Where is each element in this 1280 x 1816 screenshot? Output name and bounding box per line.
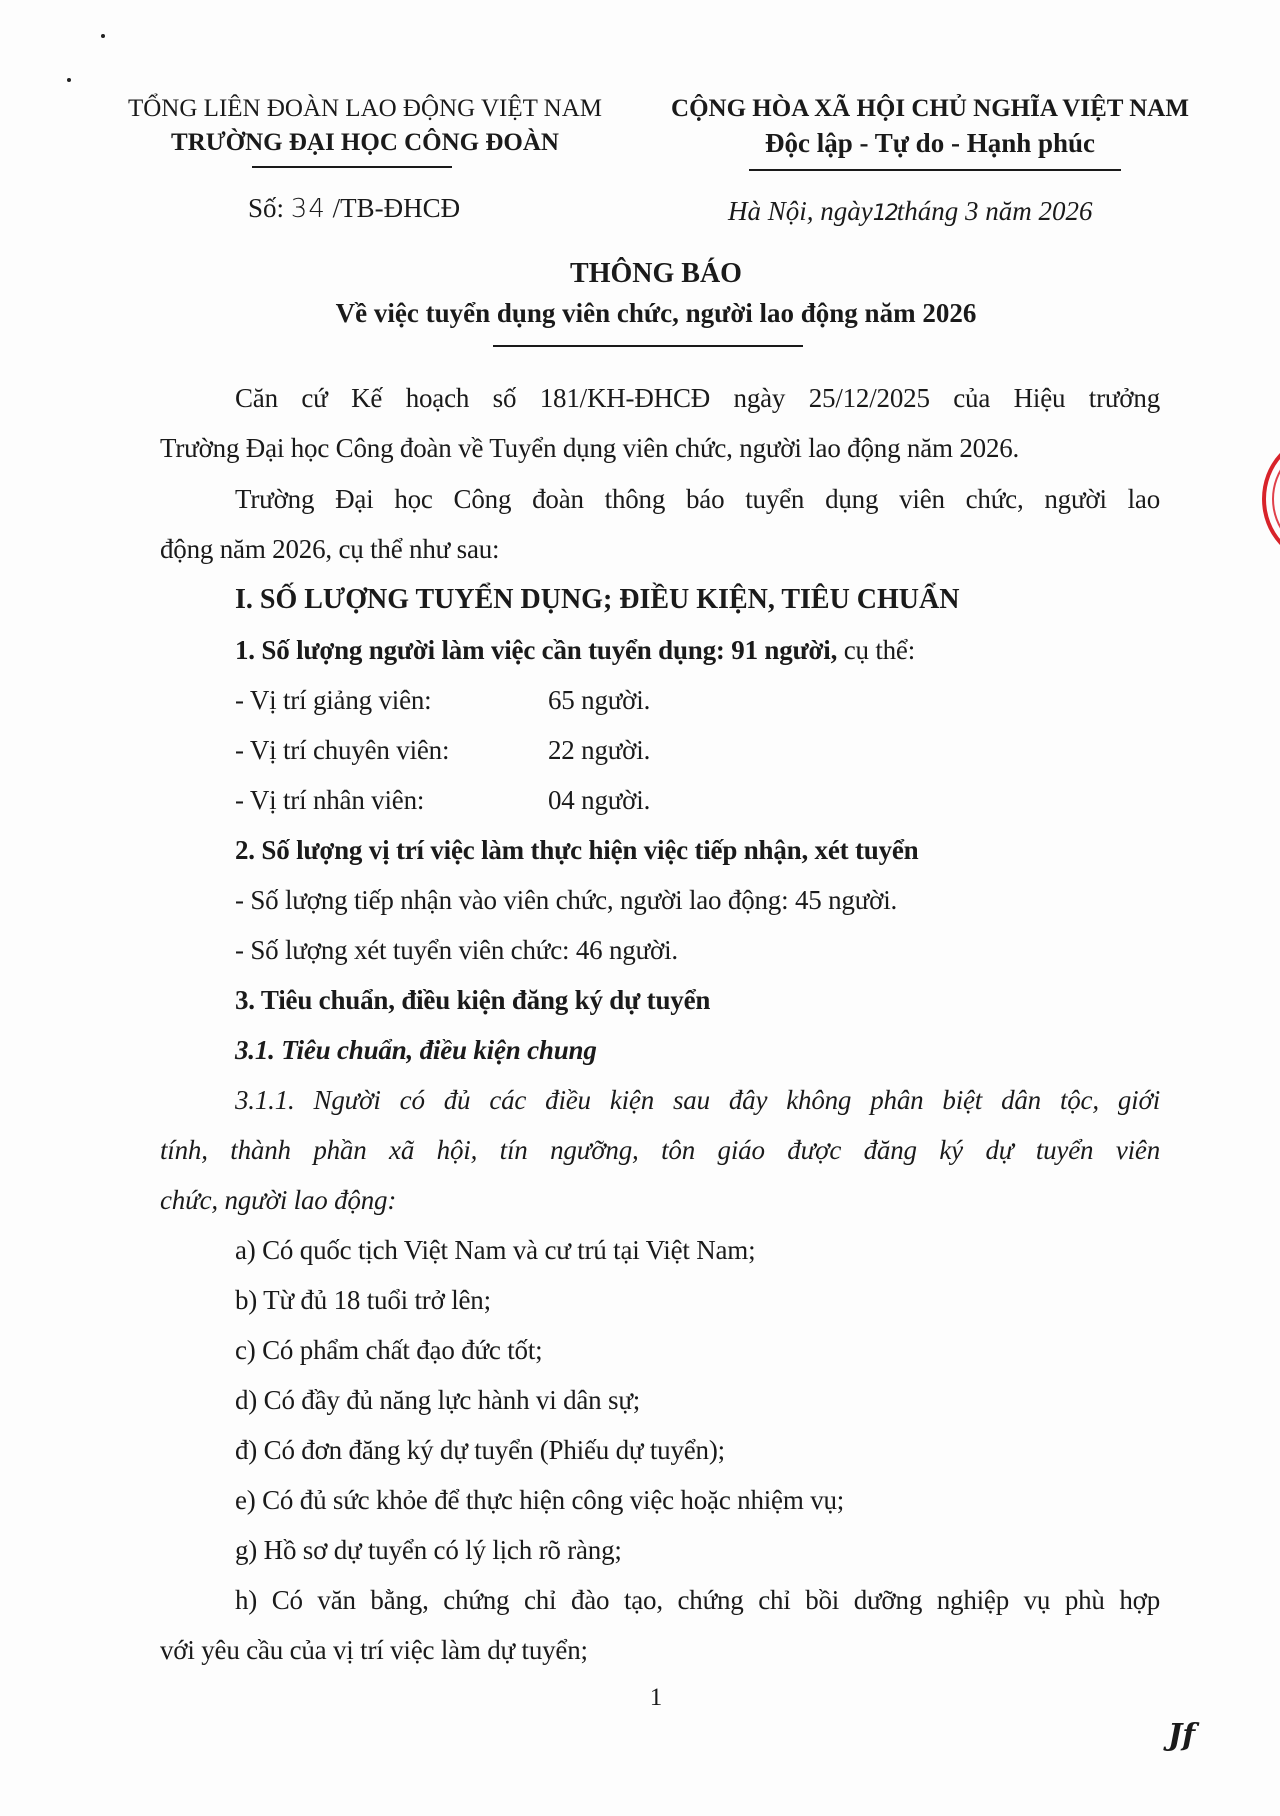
condition-h-line-1: h) Có văn bằng, chứng chỉ đào tạo, chứng chỉ bồi dưỡng nghiệp vụ phù hợp	[235, 1585, 1160, 1615]
condition-h-line-2: với yêu cầu của vị trí việc làm dự tuyển;	[160, 1635, 588, 1665]
intro-paragraph-1-line-1: Căn cứ Kế hoạch số 181/KH-ĐHCĐ ngày 25/12/2025 của Hiệu trưởng	[235, 383, 1160, 413]
document-date: Hà Nội, ngày12tháng 3 năm 2026	[728, 196, 1093, 226]
document-subtitle: Về việc tuyển dụng viên chức, người lao động năm 2026	[335, 298, 977, 328]
header-right	[650, 92, 1210, 160]
condition-g: g) Hồ sơ dự tuyển có lý lịch rõ ràng;	[235, 1535, 622, 1565]
item-2-line: - Số lượng tiếp nhận vào viên chức, người lao động: 45 người.	[235, 885, 898, 915]
item-2-heading: 2. Số lượng vị trí việc làm thực hiện việc tiếp nhận, xét tuyển	[235, 835, 919, 865]
condition-a: a) Có quốc tịch Việt Nam và cư trú tại Việt Nam;	[235, 1235, 756, 1265]
scan-speck	[101, 34, 105, 38]
handwritten-day: 12	[872, 201, 897, 226]
title-underline	[493, 345, 803, 347]
document-number: Số: 34 /TB-ĐHCĐ	[248, 193, 461, 224]
position-row	[0, 735, 1280, 775]
document-title: THÔNG BÁO	[570, 258, 742, 289]
position-count: 65 người.	[548, 685, 651, 715]
parent-organization: TỔNG LIÊN ĐOÀN LAO ĐỘNG VIỆT NAM	[127, 95, 603, 122]
condition-b: b) Từ đủ 18 tuổi trở lên;	[235, 1285, 491, 1315]
position-label: - Vị trí giảng viên:	[235, 685, 432, 715]
position-row	[0, 785, 1280, 825]
intro-paragraph-1-line-2: Trường Đại học Công đoàn về Tuyển dụng viên chức, người lao động năm 2026.	[160, 433, 1020, 463]
scan-speck	[67, 78, 71, 82]
position-count: 04 người.	[548, 785, 651, 815]
motto-underline	[749, 169, 1121, 171]
national-motto: Độc lập - Tự do - Hạnh phúc	[764, 128, 1096, 158]
header-left	[100, 92, 630, 160]
official-stamp-icon	[1262, 435, 1280, 563]
item-3-1-heading: 3.1. Tiêu chuẩn, điều kiện chung	[235, 1035, 597, 1065]
school-name: TRƯỜNG ĐẠI HỌC CÔNG ĐOÀN	[171, 129, 559, 156]
clause-3-1-1-line-3: chức, người lao động:	[160, 1185, 397, 1215]
page-number: 1	[649, 1684, 663, 1711]
position-count: 22 người.	[548, 735, 651, 765]
item-2-line: - Số lượng xét tuyển viên chức: 46 người.	[235, 935, 678, 965]
position-label: - Vị trí chuyên viên:	[235, 735, 450, 765]
item-1-heading: 1. Số lượng người làm việc cần tuyển dụng: 91 người, cụ thể:	[235, 635, 916, 665]
condition-e: e) Có đủ sức khỏe để thực hiện công việc hoặc nhiệm vụ;	[235, 1485, 845, 1515]
national-title: CỘNG HÒA XÃ HỘI CHỦ NGHĨA VIỆT NAM	[671, 95, 1189, 122]
condition-dd: đ) Có đơn đăng ký dự tuyển (Phiếu dự tuyển);	[235, 1435, 725, 1465]
position-label: - Vị trí nhân viên:	[235, 785, 425, 815]
section-heading-1: I. SỐ LƯỢNG TUYỂN DỤNG; ĐIỀU KIỆN, TIÊU CHUẨN	[235, 584, 960, 615]
intro-paragraph-2-line-2: động năm 2026, cụ thể như sau:	[160, 534, 500, 564]
item-3-heading: 3. Tiêu chuẩn, điều kiện đăng ký dự tuyển	[235, 985, 711, 1015]
intro-paragraph-2-line-1: Trường Đại học Công đoàn thông báo tuyển dụng viên chức, người lao	[235, 484, 1160, 514]
condition-c: c) Có phẩm chất đạo đức tốt;	[235, 1335, 543, 1365]
position-row	[0, 685, 1280, 725]
handwritten-number: 34	[290, 194, 326, 224]
school-underline	[252, 166, 452, 168]
handwritten-initials: Jf	[1168, 1718, 1196, 1753]
clause-3-1-1-line-2: tính, thành phần xã hội, tín ngưỡng, tôn giáo được đăng ký dự tuyển viên	[160, 1135, 1160, 1165]
clause-3-1-1-line-1: 3.1.1. Người có đủ các điều kiện sau đây không phân biệt dân tộc, giới	[235, 1085, 1160, 1115]
condition-d: d) Có đầy đủ năng lực hành vi dân sự;	[235, 1385, 641, 1415]
